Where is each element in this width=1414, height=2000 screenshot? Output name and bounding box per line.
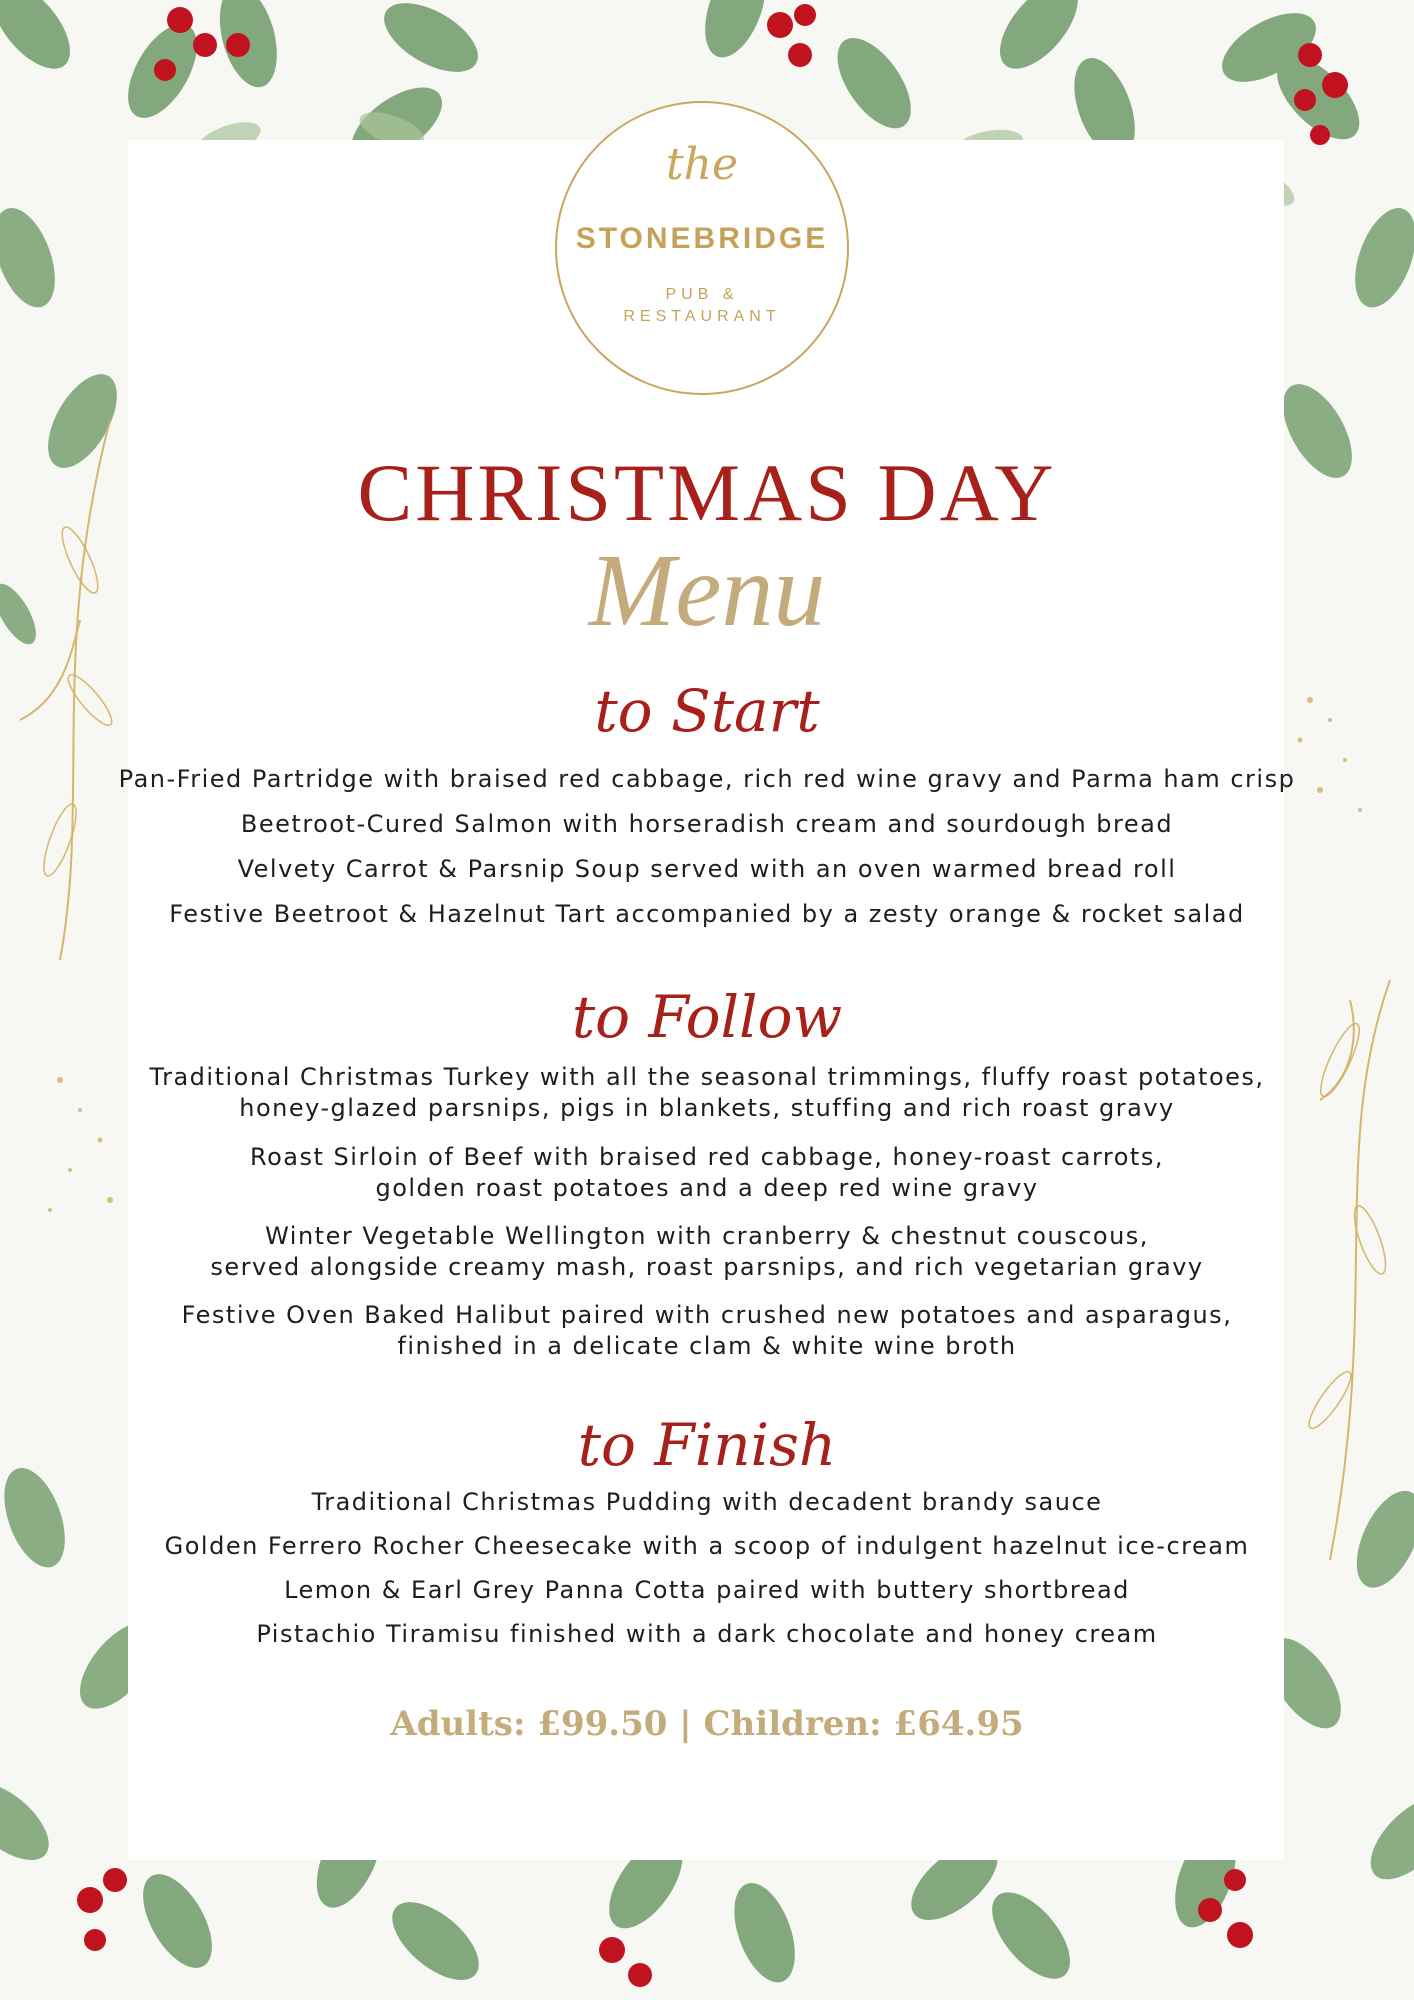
main-item-line: Traditional Christmas Turkey with all the seasonal trimmings, fluffy roast potatoes, <box>149 1063 1265 1091</box>
section-heading-finish: to Finish <box>577 1411 837 1479</box>
main-item <box>0 1221 1414 1283</box>
main-item-line: finished in a delicate clam & white wine broth <box>397 1332 1017 1360</box>
starter-item: Festive Beetroot & Hazelnut Tart accompanied by a zesty orange & rocket salad <box>169 900 1245 928</box>
main-item-line: honey-glazed parsnips, pigs in blankets, stuffing and rich roast gravy <box>239 1094 1175 1122</box>
logo-sub-line2: RESTAURANT <box>623 308 781 325</box>
dessert-item: Lemon & Earl Grey Panna Cotta paired with buttery shortbread <box>284 1576 1130 1604</box>
main-item-line: Festive Oven Baked Halibut paired with crushed new potatoes and asparagus, <box>181 1301 1233 1329</box>
stonebridge-logo <box>555 101 849 395</box>
logo-subtitle <box>557 284 847 328</box>
dessert-item: Golden Ferrero Rocher Cheesecake with a scoop of indulgent hazelnut ice-cream <box>164 1532 1250 1560</box>
dessert-item: Pistachio Tiramisu finished with a dark chocolate and honey cream <box>256 1620 1158 1648</box>
main-item <box>0 1300 1414 1362</box>
starter-item: Velvety Carrot & Parsnip Soup served with an oven warmed bread roll <box>237 855 1177 883</box>
main-item-line: Roast Sirloin of Beef with braised red cabbage, honey-roast carrots, <box>250 1143 1164 1171</box>
logo-sub-line1: PUB & <box>665 286 739 303</box>
main-item <box>0 1142 1414 1204</box>
section-heading-start: to Start <box>594 677 820 745</box>
page-title: CHRISTMAS DAY <box>357 447 1057 538</box>
page-subtitle: Menu <box>588 533 826 648</box>
main-item <box>0 1062 1414 1124</box>
starter-item: Beetroot-Cured Salmon with horseradish cream and sourdough bread <box>240 810 1174 838</box>
main-item-line: served alongside creamy mash, roast parsnips, and rich vegetarian gravy <box>210 1253 1204 1281</box>
main-item-line: Winter Vegetable Wellington with cranberry & chestnut couscous, <box>265 1222 1149 1250</box>
section-heading-follow: to Follow <box>571 983 843 1051</box>
starter-item: Pan-Fried Partridge with braised red cabbage, rich red wine gravy and Parma ham crisp <box>118 765 1296 793</box>
logo-name: STONEBRIDGE <box>575 222 829 255</box>
main-item-line: golden roast potatoes and a deep red wine gravy <box>375 1174 1039 1202</box>
logo-the-script: the <box>665 139 739 190</box>
price-line: Adults: £99.50 | Children: £64.95 <box>390 1704 1024 1744</box>
dessert-item: Traditional Christmas Pudding with decadent brandy sauce <box>311 1488 1103 1516</box>
